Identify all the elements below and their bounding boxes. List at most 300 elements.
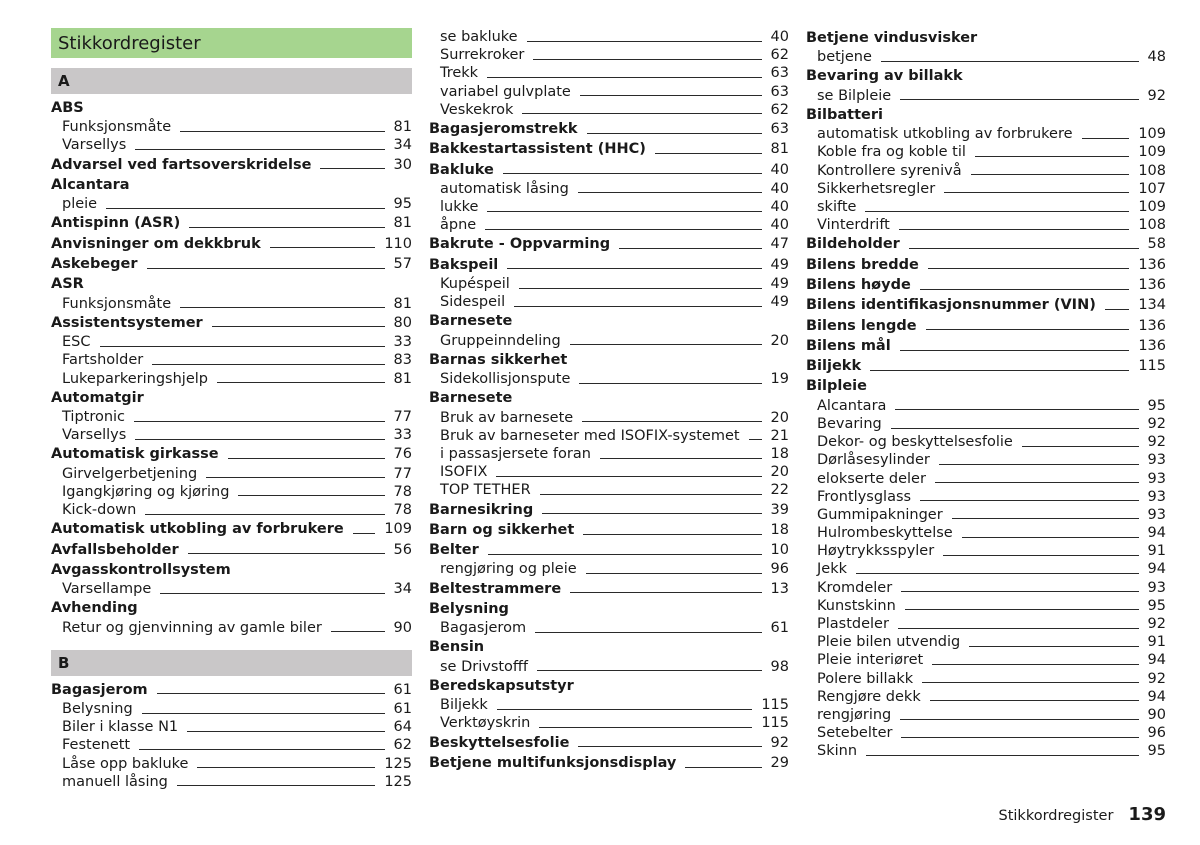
index-subentry bbox=[51, 580, 412, 598]
index-subentry bbox=[429, 658, 789, 676]
index-entry bbox=[806, 105, 1166, 125]
entry-label: Gruppeinndeling bbox=[440, 332, 561, 349]
leader-line bbox=[898, 622, 1139, 629]
leader-line bbox=[943, 549, 1138, 556]
entry-label: Avgasskontrollsystem bbox=[51, 561, 231, 578]
entry-label: Betjene multifunksjonsdisplay bbox=[429, 754, 677, 771]
index-entry bbox=[51, 274, 412, 294]
entry-label: Biler i klasse N1 bbox=[62, 719, 179, 736]
leader-line bbox=[655, 147, 762, 154]
index-subentry bbox=[51, 195, 412, 213]
leader-line bbox=[570, 338, 762, 345]
entry-label: Beskyttelsesfolie bbox=[429, 734, 570, 751]
entry-label: Bilens høyde bbox=[806, 276, 911, 293]
page-reference: 63 bbox=[770, 120, 789, 137]
index-subentry bbox=[806, 216, 1166, 234]
page-reference: 64 bbox=[393, 719, 412, 736]
index-subentry bbox=[429, 275, 789, 293]
page-reference: 115 bbox=[1138, 358, 1166, 375]
leader-line bbox=[270, 241, 376, 248]
entry-label: Barnas sikkerhet bbox=[429, 351, 568, 368]
index-entry bbox=[806, 336, 1166, 356]
index-entry bbox=[51, 155, 412, 175]
page-reference: 92 bbox=[1147, 87, 1166, 104]
page-reference: 109 bbox=[1138, 126, 1166, 143]
index-entry bbox=[51, 388, 412, 408]
entry-label: Avhending bbox=[51, 600, 138, 617]
page-reference: 63 bbox=[770, 65, 789, 82]
page-reference: 95 bbox=[1147, 743, 1166, 760]
index-subentry bbox=[51, 136, 412, 154]
index-subentry bbox=[806, 397, 1166, 415]
leader-line bbox=[570, 586, 761, 593]
page-reference: 40 bbox=[770, 180, 789, 197]
leader-line bbox=[488, 548, 762, 555]
index-subentry bbox=[806, 198, 1166, 216]
index-subentry bbox=[806, 706, 1166, 724]
page-reference: 95 bbox=[393, 196, 412, 213]
entry-label: Bilpleie bbox=[806, 378, 867, 395]
leader-line bbox=[600, 452, 762, 459]
index-subentry bbox=[806, 688, 1166, 706]
entry-label: Bakkestartassistent (HHC) bbox=[429, 141, 646, 158]
entry-label: Setebelter bbox=[817, 725, 893, 742]
page-reference: 33 bbox=[393, 427, 412, 444]
page-reference: 91 bbox=[1147, 634, 1166, 651]
page-reference: 48 bbox=[1147, 49, 1166, 66]
leader-line bbox=[188, 547, 385, 554]
leader-line bbox=[487, 71, 761, 78]
entry-label: Gummipakninger bbox=[817, 506, 943, 523]
entry-label: se bakluke bbox=[440, 29, 518, 45]
page-reference: 110 bbox=[384, 235, 412, 252]
page-footer bbox=[999, 804, 1166, 825]
leader-line bbox=[135, 433, 384, 440]
leader-line bbox=[177, 779, 375, 786]
index-subentry bbox=[51, 700, 412, 718]
page-reference: 93 bbox=[1147, 452, 1166, 469]
page-reference: 39 bbox=[770, 501, 789, 518]
leader-line bbox=[926, 323, 1130, 330]
page-reference: 115 bbox=[761, 715, 789, 732]
page-reference: 90 bbox=[393, 619, 412, 636]
leader-line bbox=[866, 749, 1139, 756]
index-subentry bbox=[429, 332, 789, 350]
entry-label: Antispinn (ASR) bbox=[51, 215, 181, 232]
index-column-1 bbox=[51, 28, 412, 791]
index-subentry bbox=[429, 481, 789, 499]
index-subentry bbox=[51, 426, 412, 444]
index-entry bbox=[51, 680, 412, 700]
leader-line bbox=[920, 283, 1130, 290]
page-reference: 33 bbox=[393, 334, 412, 351]
leader-line bbox=[320, 162, 384, 169]
index-subentry bbox=[429, 64, 789, 82]
index-subentry bbox=[429, 293, 789, 311]
leader-line bbox=[228, 452, 385, 459]
index-entry bbox=[429, 520, 789, 540]
index-entry bbox=[429, 139, 789, 159]
entry-label: elokserte deler bbox=[817, 470, 926, 487]
page-reference: 96 bbox=[770, 561, 789, 578]
entry-label: skifte bbox=[817, 199, 857, 216]
page-reference: 47 bbox=[770, 236, 789, 253]
page-reference: 18 bbox=[770, 521, 789, 538]
entry-label: Bilens bredde bbox=[806, 256, 919, 273]
entry-label: Koble fra og koble til bbox=[817, 144, 966, 161]
leader-line bbox=[899, 223, 1129, 230]
entry-label: Frontlysglass bbox=[817, 488, 912, 505]
leader-line bbox=[952, 512, 1139, 519]
page-number: 139 bbox=[1128, 804, 1166, 825]
entry-label: Automatisk girkasse bbox=[51, 446, 219, 463]
leader-line bbox=[496, 470, 761, 477]
leader-line bbox=[1082, 132, 1130, 139]
index-entry bbox=[51, 175, 412, 195]
page-reference: 63 bbox=[770, 83, 789, 100]
page-reference: 40 bbox=[770, 217, 789, 234]
leader-line bbox=[152, 358, 384, 365]
entry-label: Jekk bbox=[817, 561, 847, 578]
index-entry bbox=[51, 519, 412, 539]
entry-label: se Bilpleie bbox=[817, 87, 892, 104]
index-subentry bbox=[429, 28, 789, 46]
leader-line bbox=[928, 262, 1130, 269]
entry-label: Kunstskinn bbox=[817, 597, 896, 614]
entry-label: Festenett bbox=[62, 737, 131, 754]
entry-label: Trekk bbox=[440, 65, 479, 82]
page-reference: 61 bbox=[770, 620, 789, 637]
page-reference: 125 bbox=[384, 755, 412, 772]
entry-label: betjene bbox=[817, 49, 872, 66]
leader-line bbox=[147, 262, 385, 269]
page-reference: 108 bbox=[1138, 217, 1166, 234]
leader-line bbox=[975, 150, 1129, 157]
index-entry bbox=[806, 28, 1166, 48]
entry-label: Assistentsystemer bbox=[51, 314, 203, 331]
entry-label: Pleie bilen utvendig bbox=[817, 634, 961, 651]
entry-label: Barnesete bbox=[429, 313, 513, 330]
index-entry bbox=[806, 234, 1166, 254]
index-subentry bbox=[429, 427, 789, 445]
entry-label: Bagasjeromstrekk bbox=[429, 120, 578, 137]
index-entry bbox=[429, 733, 789, 753]
entry-label: Bilens identifikasjonsnummer (VIN) bbox=[806, 297, 1096, 314]
entry-label: Plastdeler bbox=[817, 616, 889, 633]
page-reference: 94 bbox=[1147, 525, 1166, 542]
index-entry bbox=[51, 598, 412, 618]
page-reference: 29 bbox=[770, 754, 789, 771]
index-column-3 bbox=[806, 28, 1166, 761]
leader-line bbox=[212, 320, 385, 327]
leader-line bbox=[497, 703, 753, 710]
entry-label: Belysning bbox=[62, 701, 133, 718]
index-entry bbox=[806, 295, 1166, 315]
leader-line bbox=[749, 433, 762, 440]
entry-label: rengjøring og pleie bbox=[440, 561, 577, 578]
leader-line bbox=[189, 221, 384, 228]
entry-label: Fartsholder bbox=[62, 352, 144, 369]
index-subentry bbox=[429, 619, 789, 637]
leader-line bbox=[540, 488, 762, 495]
entry-label: Bevaring av billakk bbox=[806, 68, 963, 85]
entry-label: automatisk låsing bbox=[440, 180, 569, 197]
entry-label: Automatgir bbox=[51, 389, 144, 406]
page-reference: 20 bbox=[770, 332, 789, 349]
page-reference: 125 bbox=[384, 773, 412, 790]
page-reference: 77 bbox=[393, 408, 412, 425]
leader-line bbox=[238, 489, 384, 496]
page-reference: 136 bbox=[1138, 337, 1166, 354]
entry-label: ESC bbox=[62, 334, 91, 351]
entry-label: Sikkerhetsregler bbox=[817, 180, 936, 197]
entry-label: Varsellys bbox=[62, 137, 127, 154]
page-reference: 81 bbox=[393, 370, 412, 387]
entry-label: Bagasjerom bbox=[440, 620, 527, 637]
page-reference: 98 bbox=[770, 658, 789, 675]
page-reference: 136 bbox=[1138, 317, 1166, 334]
entry-label: Varsellampe bbox=[62, 581, 152, 598]
entry-label: Surrekroker bbox=[440, 47, 525, 64]
leader-line bbox=[135, 143, 384, 150]
leader-line bbox=[145, 508, 384, 515]
entry-label: Askebeger bbox=[51, 256, 138, 273]
index-subentry bbox=[51, 736, 412, 754]
index-subentry bbox=[806, 180, 1166, 198]
leader-line bbox=[503, 167, 762, 174]
leader-line bbox=[487, 205, 761, 212]
entry-label: se Drivstofff bbox=[440, 658, 529, 675]
leader-line bbox=[1105, 303, 1129, 310]
entry-label: Betjene vindusvisker bbox=[806, 30, 978, 46]
entry-label: Bilens lengde bbox=[806, 317, 917, 334]
entry-label: Dekor- og beskyttelsesfolie bbox=[817, 434, 1013, 451]
entry-label: TOP TETHER bbox=[440, 482, 531, 499]
entry-label: Bakspeil bbox=[429, 256, 499, 273]
index-subentry bbox=[806, 670, 1166, 688]
entry-label: Beltestrammere bbox=[429, 580, 562, 597]
leader-line bbox=[881, 55, 1139, 62]
index-entry bbox=[429, 753, 789, 773]
page-reference: 83 bbox=[393, 352, 412, 369]
leader-line bbox=[539, 721, 752, 728]
leader-line bbox=[160, 587, 384, 594]
leader-line bbox=[905, 603, 1139, 610]
page-reference: 62 bbox=[393, 737, 412, 754]
entry-label: Funksjonsmåte bbox=[62, 295, 172, 312]
leader-line bbox=[578, 186, 762, 193]
page-reference: 96 bbox=[1147, 725, 1166, 742]
entry-label: manuell låsing bbox=[62, 773, 168, 790]
index-entry bbox=[429, 579, 789, 599]
leader-line bbox=[519, 282, 762, 289]
page-reference: 18 bbox=[770, 446, 789, 462]
page-reference: 81 bbox=[393, 119, 412, 136]
leader-line bbox=[157, 687, 385, 694]
entry-label: Vinterdrift bbox=[817, 217, 890, 234]
page-reference: 109 bbox=[384, 521, 412, 538]
entry-label: Bilbatteri bbox=[806, 106, 883, 123]
index-subentry bbox=[806, 560, 1166, 578]
page-reference: 40 bbox=[770, 29, 789, 45]
entry-label: Høytrykksspyler bbox=[817, 543, 935, 560]
index-entry bbox=[806, 255, 1166, 275]
index-subentry bbox=[806, 433, 1166, 451]
entry-label: Alcantara bbox=[51, 176, 130, 193]
index-subentry bbox=[806, 143, 1166, 161]
index-subentry bbox=[806, 651, 1166, 669]
page-reference: 49 bbox=[770, 275, 789, 292]
leader-line bbox=[1022, 440, 1139, 447]
leader-line bbox=[619, 242, 761, 249]
index-entry bbox=[51, 254, 412, 274]
entry-label: Pleie interiøret bbox=[817, 652, 924, 669]
leader-line bbox=[353, 527, 376, 534]
entry-label: åpne bbox=[440, 217, 477, 234]
page-reference: 81 bbox=[770, 141, 789, 158]
index-subentry bbox=[806, 506, 1166, 524]
leader-line bbox=[969, 640, 1138, 647]
leader-line bbox=[939, 458, 1139, 465]
entry-label: Biljekk bbox=[440, 697, 488, 714]
entry-label: Bruk av barneseter med ISOFIX-systemet bbox=[440, 427, 740, 444]
page-reference: 20 bbox=[770, 464, 789, 481]
entry-label: Verktøyskrin bbox=[440, 715, 531, 732]
leader-line bbox=[856, 567, 1139, 574]
index-entry bbox=[429, 311, 789, 331]
page-reference: 61 bbox=[393, 701, 412, 718]
leader-line bbox=[586, 567, 762, 574]
leader-line bbox=[217, 376, 385, 383]
leader-line bbox=[901, 585, 1138, 592]
leader-line bbox=[485, 223, 761, 230]
leader-line bbox=[900, 93, 1138, 100]
index-subentry bbox=[806, 597, 1166, 615]
index-entry bbox=[429, 676, 789, 696]
entry-label: i passasjersete foran bbox=[440, 446, 591, 462]
page-reference: 40 bbox=[770, 161, 789, 178]
index-subentry bbox=[429, 216, 789, 234]
page-reference: 20 bbox=[770, 409, 789, 426]
entry-label: Polere billakk bbox=[817, 670, 914, 687]
leader-line bbox=[685, 761, 761, 768]
index-entry bbox=[429, 500, 789, 520]
page-reference: 40 bbox=[770, 199, 789, 216]
index-subentry bbox=[429, 409, 789, 427]
entry-label: Varsellys bbox=[62, 427, 127, 444]
entry-label: Avfallsbeholder bbox=[51, 541, 179, 558]
page-reference: 77 bbox=[393, 465, 412, 482]
page-reference: 22 bbox=[770, 482, 789, 499]
page-reference: 93 bbox=[1147, 470, 1166, 487]
entry-label: Beredskapsutstyr bbox=[429, 677, 574, 694]
entry-label: Kontrollere syrenivå bbox=[817, 162, 962, 179]
entry-label: Skinn bbox=[817, 743, 858, 760]
index-subentry bbox=[51, 465, 412, 483]
page-reference: 95 bbox=[1147, 397, 1166, 414]
entry-label: lukke bbox=[440, 199, 479, 216]
page-reference: 57 bbox=[393, 256, 412, 273]
section-letter-heading: B bbox=[51, 650, 412, 676]
leader-line bbox=[139, 743, 384, 750]
page-reference: 76 bbox=[393, 446, 412, 463]
entry-label: Bruk av barnesete bbox=[440, 409, 574, 426]
page-reference: 62 bbox=[770, 101, 789, 118]
entry-label: Belter bbox=[429, 542, 479, 559]
index-subentry bbox=[429, 83, 789, 101]
index-entry bbox=[806, 316, 1166, 336]
entry-label: Bakrute - Oppvarming bbox=[429, 236, 611, 253]
leader-line bbox=[900, 344, 1130, 351]
leader-line bbox=[537, 664, 762, 671]
leader-line bbox=[106, 202, 384, 209]
entry-label: Retur og gjenvinning av gamle biler bbox=[62, 619, 322, 636]
entry-label: Rengjøre dekk bbox=[817, 688, 921, 705]
index-entry bbox=[806, 356, 1166, 376]
page-reference: 92 bbox=[1147, 434, 1166, 451]
index-subentry bbox=[429, 696, 789, 714]
page-reference: 80 bbox=[393, 314, 412, 331]
entry-label: Sidespeil bbox=[440, 294, 506, 311]
leader-line bbox=[579, 377, 761, 384]
leader-line bbox=[895, 403, 1138, 410]
entry-label: pleie bbox=[62, 196, 98, 213]
page-reference: 94 bbox=[1147, 561, 1166, 578]
index-entry bbox=[429, 637, 789, 657]
index-subentry bbox=[806, 633, 1166, 651]
page-reference: 94 bbox=[1147, 688, 1166, 705]
index-subentry bbox=[51, 501, 412, 519]
leader-line bbox=[180, 125, 384, 132]
entry-label: Låse opp bakluke bbox=[62, 755, 189, 772]
entry-label: Barnesikring bbox=[429, 501, 534, 518]
index-entry bbox=[429, 119, 789, 139]
index-subentry bbox=[429, 714, 789, 732]
leader-line bbox=[134, 415, 385, 422]
index-subentry bbox=[429, 445, 789, 463]
entry-label: Bevaring bbox=[817, 415, 882, 432]
index-column-2 bbox=[429, 28, 789, 773]
index-subentry bbox=[806, 125, 1166, 143]
entry-label: Kick-down bbox=[62, 502, 137, 519]
leader-line bbox=[971, 168, 1130, 175]
page-reference: 92 bbox=[1147, 415, 1166, 432]
entry-label: Bilens mål bbox=[806, 337, 891, 354]
page-reference: 94 bbox=[1147, 652, 1166, 669]
entry-label: Hulrombeskyttelse bbox=[817, 525, 953, 542]
page-reference: 58 bbox=[1147, 236, 1166, 253]
entry-label: rengjøring bbox=[817, 706, 892, 723]
leader-line bbox=[580, 89, 762, 96]
index-subentry bbox=[51, 483, 412, 501]
entry-label: Anvisninger om dekkbruk bbox=[51, 235, 261, 252]
leader-line bbox=[962, 531, 1139, 538]
index-subentry bbox=[51, 333, 412, 351]
page-reference: 92 bbox=[1147, 616, 1166, 633]
entry-label: Funksjonsmåte bbox=[62, 119, 172, 136]
entry-label: Kupéspeil bbox=[440, 275, 510, 292]
footer-label: Stikkordregister bbox=[998, 808, 1114, 824]
index-subentry bbox=[51, 408, 412, 426]
leader-line bbox=[522, 107, 761, 114]
page-reference: 93 bbox=[1147, 506, 1166, 523]
leader-line bbox=[901, 731, 1138, 738]
page-reference: 56 bbox=[393, 541, 412, 558]
index-subentry bbox=[806, 724, 1166, 742]
entry-label: Advarsel ved fartsoverskridelse bbox=[51, 156, 312, 173]
page-reference: 78 bbox=[393, 502, 412, 519]
leader-line bbox=[587, 127, 762, 134]
